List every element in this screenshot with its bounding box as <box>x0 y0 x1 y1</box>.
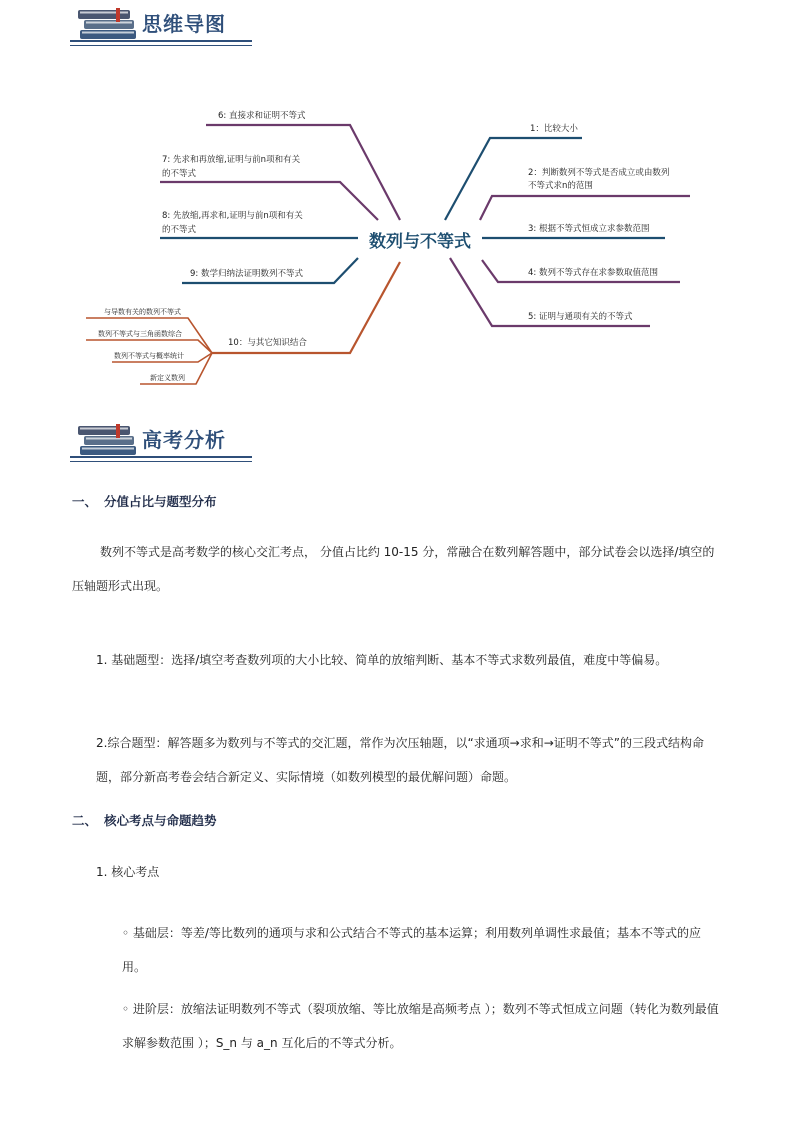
node-2-line2: 不等式求n的范围 <box>528 181 593 191</box>
heading-score-distribution <box>72 492 217 510</box>
node-2-line1: 2：判断数列不等式是否成立或由数列 <box>528 168 670 178</box>
heading-text: 分值占比与题型分布 <box>104 494 217 509</box>
books-icon <box>76 4 140 42</box>
header-rule-thin <box>70 461 252 462</box>
sub-node-4: 新定义数列 <box>150 374 185 382</box>
heading-text: 核心考点与命题趋势 <box>104 813 217 828</box>
paragraph-intro: 数列不等式是高考数学的核心交汇考点， 分值占比约 10-15 分，常融合在数列解答题中，部分试卷会以选择/填空的压轴题形式出现。 <box>72 545 715 593</box>
analysis-section-header <box>70 418 252 462</box>
node-1: 1：比较大小 <box>530 124 578 134</box>
header-rule-thin <box>70 45 252 46</box>
section-title: 思维导图 <box>142 12 226 36</box>
node-7-line1: 7: 先求和再放缩,证明与前n项和有关 <box>162 155 301 165</box>
header-rule <box>70 456 252 458</box>
paragraph-comprehensive-type: 2.综合题型：解答题多为数列与不等式的交汇题，常作为次压轴题，以“求通项→求和→证明不等式”的三段式结构命题，部分新高考卷会结合新定义、实际情境（如数列模型的最优解问题）命题。 <box>96 736 704 784</box>
node-8-line1: 8: 先放缩,再求和,证明与前n项和有关 <box>162 211 303 221</box>
paragraph-core-points-label: 1. 核心考点 <box>96 865 160 879</box>
paragraph-basic-type: 1. 基础题型：选择/填空考查数列项的大小比较、简单的放缩判断、基本不等式求数列最值，难度中等偏易。 <box>96 653 668 667</box>
sub-node-1: 与导数有关的数列不等式 <box>104 308 181 316</box>
node-7-line2: 的不等式 <box>162 169 197 179</box>
node-10: 10：与其它知识结合 <box>228 338 307 348</box>
mindmap-center: 数列与不等式 <box>369 232 471 252</box>
paragraph-advanced-layer: ◦ 进阶层：放缩法证明数列不等式（裂项放缩、等比放缩是高频考点 ）；数列不等式恒成立问题（转化为数列最值求解参数范围 ）；S_n 与 a_n 互化后的不等式分析。 <box>122 1002 719 1050</box>
sub-node-2: 数列不等式与三角函数综合 <box>98 330 182 338</box>
node-5: 5: 证明与通项有关的不等式 <box>528 312 633 322</box>
heading-core-points <box>72 811 217 829</box>
mindmap-section-header <box>70 2 252 46</box>
node-9: 9: 数学归纳法证明数列不等式 <box>190 269 303 279</box>
paragraph-basic-layer: ◦ 基础层：等差/等比数列的通项与求和公式结合不等式的基本运算；利用数列单调性求最值；基本不等式的应用。 <box>122 926 701 974</box>
books-icon <box>76 420 140 458</box>
heading-number: 一、 <box>72 494 98 509</box>
sub-node-3: 数列不等式与概率统计 <box>114 352 184 360</box>
branch-6 <box>206 125 400 220</box>
branch-1 <box>445 138 582 220</box>
heading-number: 二、 <box>72 813 98 828</box>
branch-2 <box>480 196 690 220</box>
node-3: 3: 根据不等式恒成立求参数范围 <box>528 224 650 234</box>
node-4: 4: 数列不等式存在求参数取值范围 <box>528 268 658 278</box>
section-title: 高考分析 <box>142 428 226 452</box>
node-6: 6: 直接求和证明不等式 <box>218 111 306 121</box>
header-rule <box>70 40 252 42</box>
mind-map <box>0 100 794 400</box>
node-8-line2: 的不等式 <box>162 225 197 235</box>
